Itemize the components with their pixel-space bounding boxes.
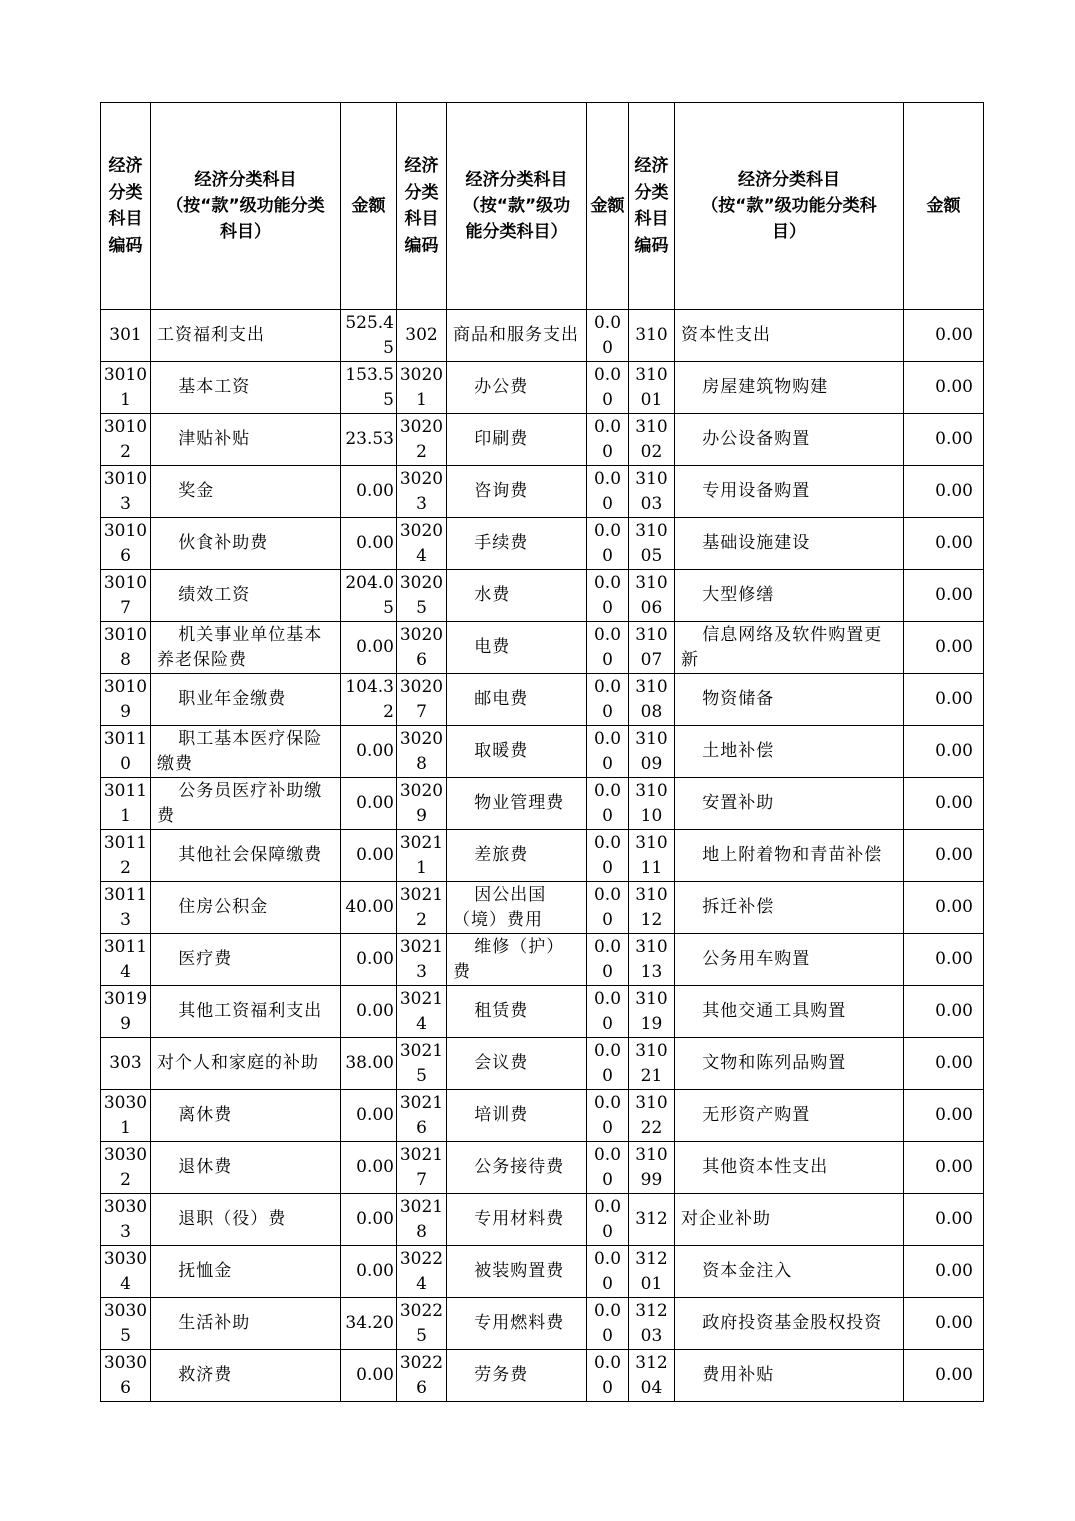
name-cell: 救济费 [151,1350,341,1402]
amount-cell: 0.00 [341,1246,397,1298]
code-cell: 30102 [101,414,151,466]
name-cell: 资本性支出 [675,310,904,362]
table-body [101,310,984,1402]
code-cell: 30113 [101,882,151,934]
header-code-1: 经济分类科目编码 [101,103,151,310]
amount-cell: 0.00 [904,310,984,362]
name-cell: 专用材料费 [447,1194,587,1246]
code-cell: 30226 [397,1350,447,1402]
name-cell: 无形资产购置 [675,1090,904,1142]
name-cell: 退休费 [151,1142,341,1194]
amount-cell: 0.00 [904,674,984,726]
code-cell: 303 [101,1038,151,1090]
name-cell: 其他工资福利支出 [151,986,341,1038]
amount-cell: 0.00 [904,882,984,934]
name-cell: 费用补贴 [675,1350,904,1402]
amount-cell: 0.00 [904,362,984,414]
code-cell: 31022 [629,1090,675,1142]
name-cell: 机关事业单位基本养老保险费 [151,622,341,674]
amount-cell: 0.00 [341,466,397,518]
code-cell: 30207 [397,674,447,726]
amount-cell: 0.00 [341,622,397,674]
name-cell: 印刷费 [447,414,587,466]
name-cell: 大型修缮 [675,570,904,622]
code-cell: 30216 [397,1090,447,1142]
code-cell: 31012 [629,882,675,934]
name-cell: 公务用车购置 [675,934,904,986]
name-cell: 商品和服务支出 [447,310,587,362]
amount-cell: 204.05 [341,570,397,622]
name-cell: 信息网络及软件购置更新 [675,622,904,674]
expenditure-table [100,102,984,1402]
name-cell: 基本工资 [151,362,341,414]
name-cell: 拆迁补偿 [675,882,904,934]
code-cell: 31013 [629,934,675,986]
amount-cell: 0.00 [587,414,629,466]
name-cell: 其他交通工具购置 [675,986,904,1038]
table-row [101,518,984,570]
amount-cell: 525.45 [341,310,397,362]
code-cell: 30205 [397,570,447,622]
name-cell: 物资储备 [675,674,904,726]
table-row [101,414,984,466]
amount-cell: 0.00 [341,778,397,830]
amount-cell: 0.00 [587,1038,629,1090]
code-cell: 301 [101,310,151,362]
code-cell: 30106 [101,518,151,570]
table-row [101,622,984,674]
name-cell: 资本金注入 [675,1246,904,1298]
header-name-2: 经济分类科目（按“款”级功能分类科目） [447,103,587,310]
table-row [101,570,984,622]
amount-cell: 0.00 [341,1142,397,1194]
name-cell: 水费 [447,570,587,622]
table-row [101,882,984,934]
amount-cell: 0.00 [341,1090,397,1142]
amount-cell: 0.00 [587,1194,629,1246]
amount-cell: 0.00 [904,986,984,1038]
table-row [101,986,984,1038]
table-row [101,1246,984,1298]
code-cell: 31001 [629,362,675,414]
table-row [101,726,984,778]
header-row [101,103,984,310]
name-cell: 其他资本性支出 [675,1142,904,1194]
amount-cell: 38.00 [341,1038,397,1090]
amount-cell: 0.00 [587,830,629,882]
name-cell: 基础设施建设 [675,518,904,570]
code-cell: 30212 [397,882,447,934]
name-cell: 维修（护）费 [447,934,587,986]
table-row [101,310,984,362]
name-cell: 对企业补助 [675,1194,904,1246]
amount-cell: 0.00 [587,1246,629,1298]
amount-cell: 0.00 [587,310,629,362]
code-cell: 30199 [101,986,151,1038]
amount-cell: 0.00 [587,1350,629,1402]
code-cell: 312 [629,1194,675,1246]
name-cell: 职业年金缴费 [151,674,341,726]
amount-cell: 0.00 [587,362,629,414]
code-cell: 30302 [101,1142,151,1194]
amount-cell: 23.53 [341,414,397,466]
name-cell: 因公出国（境）费用 [447,882,587,934]
amount-cell: 0.00 [341,518,397,570]
name-cell: 职工基本医疗保险缴费 [151,726,341,778]
amount-cell: 0.00 [341,830,397,882]
name-cell: 会议费 [447,1038,587,1090]
code-cell: 30213 [397,934,447,986]
code-cell: 31204 [629,1350,675,1402]
amount-cell: 34.20 [341,1298,397,1350]
name-cell: 专用设备购置 [675,466,904,518]
code-cell: 302 [397,310,447,362]
name-cell: 邮电费 [447,674,587,726]
code-cell: 30306 [101,1350,151,1402]
code-cell: 30303 [101,1194,151,1246]
code-cell: 30215 [397,1038,447,1090]
code-cell: 30211 [397,830,447,882]
code-cell: 30301 [101,1090,151,1142]
name-cell: 住房公积金 [151,882,341,934]
header-name-1: 经济分类科目（按“款”级功能分类科目） [151,103,341,310]
name-cell: 对个人和家庭的补助 [151,1038,341,1090]
name-cell: 绩效工资 [151,570,341,622]
name-cell: 办公设备购置 [675,414,904,466]
amount-cell: 0.00 [341,1194,397,1246]
name-cell: 被装购置费 [447,1246,587,1298]
table-row [101,778,984,830]
name-cell: 政府投资基金股权投资 [675,1298,904,1350]
code-cell: 31201 [629,1246,675,1298]
amount-cell: 0.00 [904,1038,984,1090]
amount-cell: 0.00 [904,934,984,986]
code-cell: 30203 [397,466,447,518]
code-cell: 31005 [629,518,675,570]
amount-cell: 0.00 [904,1298,984,1350]
code-cell: 30204 [397,518,447,570]
code-cell: 30112 [101,830,151,882]
name-cell: 文物和陈列品购置 [675,1038,904,1090]
amount-cell: 0.00 [587,882,629,934]
code-cell: 30202 [397,414,447,466]
code-cell: 30109 [101,674,151,726]
amount-cell: 0.00 [904,1246,984,1298]
amount-cell: 0.00 [587,518,629,570]
code-cell: 30305 [101,1298,151,1350]
amount-cell: 0.00 [341,1350,397,1402]
name-cell: 土地补偿 [675,726,904,778]
name-cell: 退职（役）费 [151,1194,341,1246]
code-cell: 31007 [629,622,675,674]
table-row [101,466,984,518]
name-cell: 取暖费 [447,726,587,778]
header-code-2: 经济分类科目编码 [397,103,447,310]
amount-cell: 40.00 [341,882,397,934]
code-cell: 30103 [101,466,151,518]
amount-cell: 0.00 [904,466,984,518]
code-cell: 30224 [397,1246,447,1298]
code-cell: 30110 [101,726,151,778]
code-cell: 31009 [629,726,675,778]
name-cell: 离休费 [151,1090,341,1142]
code-cell: 31203 [629,1298,675,1350]
table-row [101,1298,984,1350]
header-amount-1: 金额 [341,103,397,310]
code-cell: 30214 [397,986,447,1038]
code-cell: 31021 [629,1038,675,1090]
code-cell: 31019 [629,986,675,1038]
amount-cell: 0.00 [904,1350,984,1402]
name-cell: 伙食补助费 [151,518,341,570]
code-cell: 31002 [629,414,675,466]
amount-cell: 0.00 [904,778,984,830]
name-cell: 公务员医疗补助缴费 [151,778,341,830]
code-cell: 30209 [397,778,447,830]
name-cell: 物业管理费 [447,778,587,830]
code-cell: 31010 [629,778,675,830]
code-cell: 30218 [397,1194,447,1246]
name-cell: 津贴补贴 [151,414,341,466]
amount-cell: 0.00 [587,986,629,1038]
amount-cell: 0.00 [587,1090,629,1142]
amount-cell: 0.00 [587,622,629,674]
header-code-3: 经济分类科目编码 [629,103,675,310]
code-cell: 30217 [397,1142,447,1194]
name-cell: 工资福利支出 [151,310,341,362]
header-name-3: 经济分类科目（按“款”级功能分类科目） [675,103,904,310]
table-row [101,674,984,726]
header-amount-3: 金额 [904,103,984,310]
amount-cell: 104.32 [341,674,397,726]
amount-cell: 0.00 [587,1142,629,1194]
code-cell: 310 [629,310,675,362]
amount-cell: 0.00 [904,726,984,778]
table-row [101,934,984,986]
code-cell: 30114 [101,934,151,986]
name-cell: 抚恤金 [151,1246,341,1298]
code-cell: 30201 [397,362,447,414]
amount-cell: 0.00 [904,414,984,466]
name-cell: 租赁费 [447,986,587,1038]
code-cell: 30111 [101,778,151,830]
amount-cell: 0.00 [341,726,397,778]
amount-cell: 0.00 [587,466,629,518]
table-row [101,830,984,882]
code-cell: 30304 [101,1246,151,1298]
code-cell: 30101 [101,362,151,414]
amount-cell: 0.00 [341,934,397,986]
amount-cell: 0.00 [904,1142,984,1194]
name-cell: 医疗费 [151,934,341,986]
code-cell: 30108 [101,622,151,674]
name-cell: 电费 [447,622,587,674]
name-cell: 专用燃料费 [447,1298,587,1350]
code-cell: 30225 [397,1298,447,1350]
name-cell: 安置补助 [675,778,904,830]
name-cell: 咨询费 [447,466,587,518]
table-row [101,1090,984,1142]
code-cell: 31011 [629,830,675,882]
name-cell: 公务接待费 [447,1142,587,1194]
code-cell: 31099 [629,1142,675,1194]
name-cell: 其他社会保障缴费 [151,830,341,882]
amount-cell: 0.00 [587,1298,629,1350]
name-cell: 地上附着物和青苗补偿 [675,830,904,882]
name-cell: 培训费 [447,1090,587,1142]
table-row [101,1350,984,1402]
name-cell: 办公费 [447,362,587,414]
amount-cell: 0.00 [341,986,397,1038]
table-row [101,362,984,414]
name-cell: 生活补助 [151,1298,341,1350]
amount-cell: 0.00 [904,622,984,674]
name-cell: 房屋建筑物购建 [675,362,904,414]
table-row [101,1194,984,1246]
code-cell: 30208 [397,726,447,778]
code-cell: 30206 [397,622,447,674]
amount-cell: 0.00 [587,726,629,778]
name-cell: 劳务费 [447,1350,587,1402]
code-cell: 31003 [629,466,675,518]
table-row [101,1038,984,1090]
amount-cell: 0.00 [587,570,629,622]
name-cell: 奖金 [151,466,341,518]
amount-cell: 0.00 [904,1090,984,1142]
amount-cell: 153.55 [341,362,397,414]
code-cell: 31006 [629,570,675,622]
table-row [101,1142,984,1194]
code-cell: 30107 [101,570,151,622]
amount-cell: 0.00 [904,830,984,882]
amount-cell: 0.00 [904,570,984,622]
name-cell: 手续费 [447,518,587,570]
amount-cell: 0.00 [587,934,629,986]
header-amount-2: 金额 [587,103,629,310]
amount-cell: 0.00 [904,1194,984,1246]
name-cell: 差旅费 [447,830,587,882]
amount-cell: 0.00 [904,518,984,570]
amount-cell: 0.00 [587,674,629,726]
amount-cell: 0.00 [587,778,629,830]
code-cell: 31008 [629,674,675,726]
